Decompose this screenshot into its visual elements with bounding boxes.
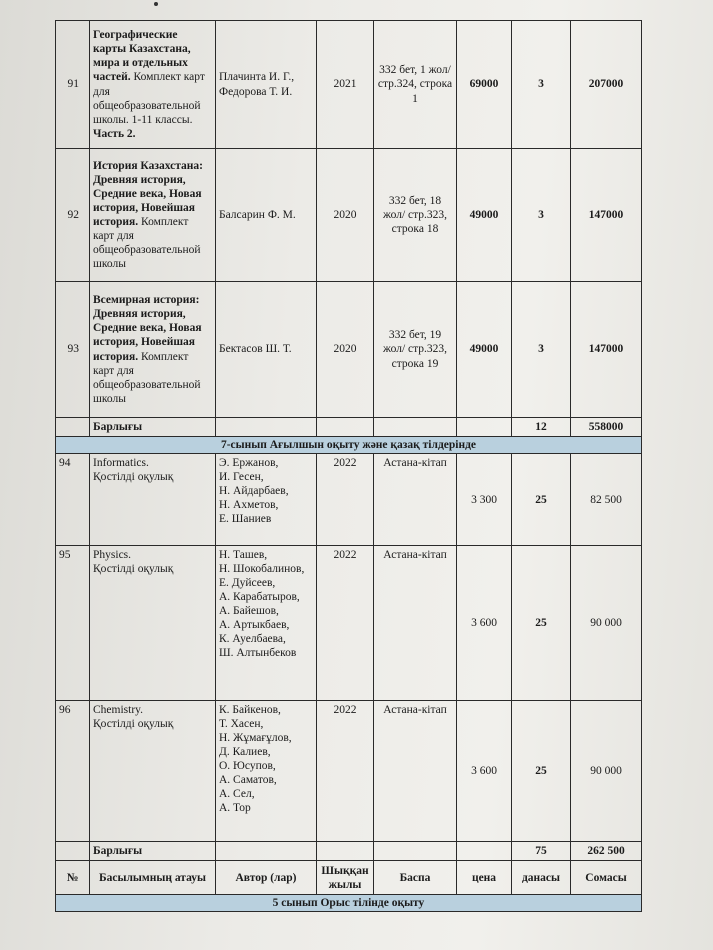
header-sum: Сомасы xyxy=(571,861,642,895)
total-row xyxy=(56,842,642,861)
sum: 207000 xyxy=(571,21,642,149)
book-title xyxy=(90,546,216,701)
empty-cell xyxy=(457,418,512,437)
title-bold-part: Часть 2. xyxy=(93,127,136,140)
price: 69000 xyxy=(457,21,512,149)
title-line: Қостілді оқулық xyxy=(93,718,174,731)
author-name: А. Карабатыров, xyxy=(219,591,300,604)
author-name: А. Саматов, xyxy=(219,774,277,787)
author-name: Э. Ержанов, xyxy=(219,457,279,470)
empty-cell xyxy=(457,842,512,861)
title-normal: Комплект карт для общеобразовательной школы. 1-11 классы. xyxy=(93,71,205,126)
author-name: О. Юсупов, xyxy=(219,760,276,773)
title-normal: Комплект карт для общеобразовательной школы xyxy=(93,350,201,405)
empty-cell xyxy=(216,842,317,861)
reference: 332 бет, 1 жол/ стр.324, строка 1 xyxy=(374,21,457,149)
empty-cell xyxy=(374,418,457,437)
price: 49000 xyxy=(457,282,512,418)
author-name: Е. Шаниев xyxy=(219,513,272,526)
total-label: Барлығы xyxy=(90,418,216,437)
author-name: Е. Дуйсеев, xyxy=(219,577,276,590)
sum: 147000 xyxy=(571,149,642,282)
section-header xyxy=(56,895,642,912)
empty-cell xyxy=(56,842,90,861)
author-name: А. Тор xyxy=(219,802,251,815)
author-name: К. Байкенов, xyxy=(219,704,281,717)
year: 2020 xyxy=(317,149,374,282)
header-author: Автор (лар) xyxy=(216,861,317,895)
quantity: 3 xyxy=(512,282,571,418)
header-publisher: Баспа xyxy=(374,861,457,895)
header-number: № xyxy=(56,861,90,895)
header-price: цена xyxy=(457,861,512,895)
book-title xyxy=(90,149,216,282)
page-mark xyxy=(154,2,158,6)
author-name: Ш. Алтынбеков xyxy=(219,647,297,660)
author-name: Т. Хасен, xyxy=(219,718,264,731)
book-title xyxy=(90,21,216,149)
book-title xyxy=(90,701,216,842)
author-name: А. Артыкбаев, xyxy=(219,619,290,632)
quantity: 25 xyxy=(512,701,571,842)
price: 3 600 xyxy=(457,546,512,701)
author: Плачинта И. Г., Федорова Т. И. xyxy=(216,21,317,149)
total-sum: 262 500 xyxy=(571,842,642,861)
quantity: 25 xyxy=(512,546,571,701)
author-name: И. Гесен, xyxy=(219,471,264,484)
sum: 147000 xyxy=(571,282,642,418)
header-year: Шыққан жылы xyxy=(317,861,374,895)
book-title xyxy=(90,282,216,418)
textbook-table xyxy=(55,20,642,912)
year: 2022 xyxy=(317,701,374,842)
total-sum: 558000 xyxy=(571,418,642,437)
title-bold: Географические карты Казахстана, мира и отдельных частей. xyxy=(93,29,191,84)
sum: 90 000 xyxy=(571,701,642,842)
sum: 90 000 xyxy=(571,546,642,701)
title-bold: Всемирная история: Древняя история, Средние века, Новая история, Новейшая история. xyxy=(93,294,202,363)
quantity: 3 xyxy=(512,21,571,149)
header-quantity: данасы xyxy=(512,861,571,895)
reference: 332 бет, 18 жол/ стр.323, строка 18 xyxy=(374,149,457,282)
publisher: Астана-кітап xyxy=(374,454,457,546)
total-row xyxy=(56,418,642,437)
reference: 332 бет, 19 жол/ стр.323, строка 19 xyxy=(374,282,457,418)
sum: 82 500 xyxy=(571,454,642,546)
section-header xyxy=(56,437,642,454)
quantity: 25 xyxy=(512,454,571,546)
author-name: Н. Айдарбаев, xyxy=(219,485,289,498)
title-line: Қостілді оқулық xyxy=(93,471,174,484)
title-line: Physics. xyxy=(93,549,132,562)
row-number: 91 xyxy=(56,21,90,149)
year: 2021 xyxy=(317,21,374,149)
row-number: 94 xyxy=(56,454,90,546)
authors xyxy=(216,701,317,842)
empty-cell xyxy=(216,418,317,437)
empty-cell xyxy=(374,842,457,861)
table-row xyxy=(56,149,642,282)
authors xyxy=(216,454,317,546)
header-title: Басылымның атауы xyxy=(90,861,216,895)
authors xyxy=(216,546,317,701)
table-row xyxy=(56,21,642,149)
table-row xyxy=(56,701,642,842)
row-number: 95 xyxy=(56,546,90,701)
column-header-row xyxy=(56,861,642,895)
quantity: 3 xyxy=(512,149,571,282)
author-name: Н. Жұмағұлов, xyxy=(219,732,292,745)
price: 3 600 xyxy=(457,701,512,842)
book-title xyxy=(90,454,216,546)
title-line: Informatics. xyxy=(93,457,149,470)
author-name: Н. Шокобалинов, xyxy=(219,563,305,576)
row-number: 93 xyxy=(56,282,90,418)
row-number: 96 xyxy=(56,701,90,842)
author: Бектасов Ш. Т. xyxy=(216,282,317,418)
year: 2020 xyxy=(317,282,374,418)
author-name: К. Ауелбаева, xyxy=(219,633,286,646)
total-label: Барлығы xyxy=(90,842,216,861)
price: 3 300 xyxy=(457,454,512,546)
table-row xyxy=(56,546,642,701)
total-quantity: 75 xyxy=(512,842,571,861)
section-title: 5 сынып Орыс тілінде оқыту xyxy=(56,895,642,912)
year: 2022 xyxy=(317,454,374,546)
empty-cell xyxy=(317,842,374,861)
section-title: 7-сынып Ағылшын оқыту және қазақ тілдерінде xyxy=(56,437,642,454)
empty-cell xyxy=(317,418,374,437)
author-name: А. Байешов, xyxy=(219,605,279,618)
table-row xyxy=(56,454,642,546)
publisher: Астана-кітап xyxy=(374,701,457,842)
author-name: А. Сел, xyxy=(219,788,255,801)
empty-cell xyxy=(56,418,90,437)
publisher: Астана-кітап xyxy=(374,546,457,701)
author-name: Н. Ахметов, xyxy=(219,499,279,512)
title-bold: История Казахстана: Древняя история, Средние века, Новая история, Новейшая история. xyxy=(93,159,203,228)
title-normal: Комплект карт для общеобразовательной школы xyxy=(93,216,201,271)
title-line: Chemistry. xyxy=(93,704,144,717)
title-line: Қостілді оқулық xyxy=(93,563,174,576)
row-number: 92 xyxy=(56,149,90,282)
author: Балсарин Ф. М. xyxy=(216,149,317,282)
year: 2022 xyxy=(317,546,374,701)
total-quantity: 12 xyxy=(512,418,571,437)
price: 49000 xyxy=(457,149,512,282)
table-row xyxy=(56,282,642,418)
author-name: Д. Калиев, xyxy=(219,746,271,759)
author-name: Н. Ташев, xyxy=(219,549,268,562)
